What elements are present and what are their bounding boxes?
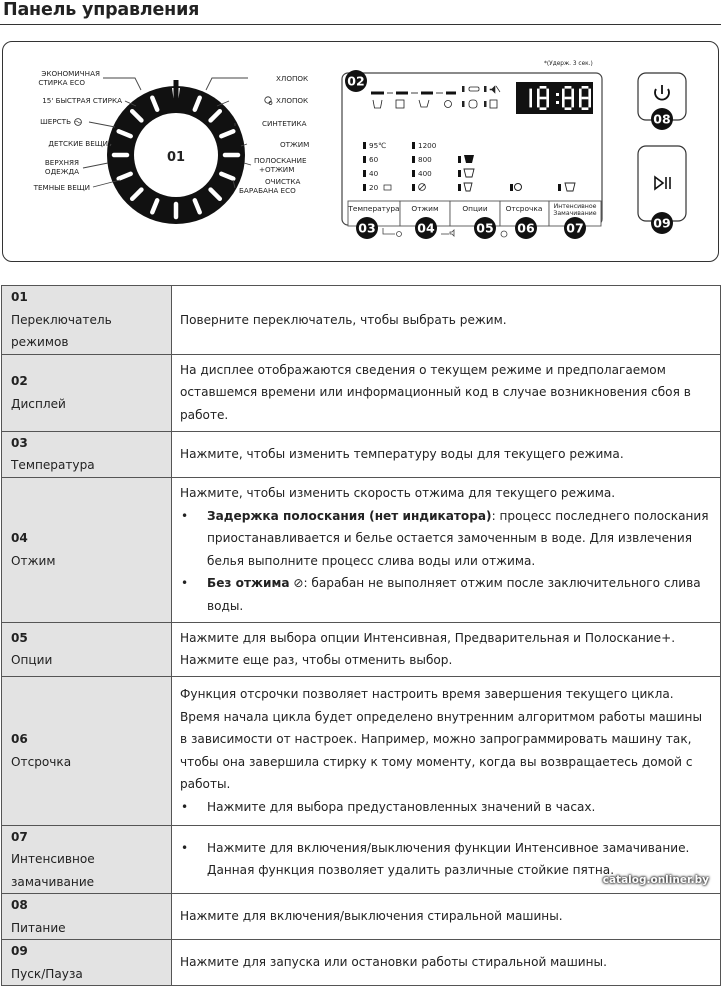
digit-segment — [565, 97, 572, 100]
table-row — [2, 286, 721, 355]
label-outer-1: ВЕРХНЯЯ — [44, 158, 79, 167]
digit-segment — [582, 86, 589, 89]
hold-note: *(Удерж. 3 сек.) — [544, 61, 593, 67]
svg-text:03: 03 — [358, 220, 376, 236]
digit-segment — [529, 89, 532, 98]
label-rinse-2: +ОТЖИМ — [259, 165, 295, 174]
temperature-levels — [363, 141, 391, 192]
row-label: Питание — [11, 920, 66, 935]
label-eco-1: ЭКОНОМИЧНАЯ — [41, 69, 100, 78]
table-row — [2, 622, 721, 676]
label-drum-2: БАРАБАНА ECO — [239, 186, 296, 195]
watermark: catalog.onliner.by — [602, 874, 709, 886]
callout-01-text: 01 — [166, 150, 186, 165]
label-eco-2: СТИРКА ECO — [38, 78, 85, 87]
intensive-soak-label-2: Замачивание — [553, 210, 597, 217]
label-cotton: ХЛОПОК — [276, 74, 309, 83]
digit-segment — [556, 93, 559, 96]
digit-segment — [540, 86, 547, 89]
label-eco-cotton: ХЛОПОК — [276, 96, 309, 105]
control-panel-diagram — [2, 41, 719, 262]
row-label: Температура — [11, 458, 95, 472]
table-row — [2, 431, 721, 477]
digit-segment — [540, 107, 547, 110]
svg-text:400: 400 — [418, 169, 432, 178]
row-description: Поверните переключатель, чтобы выбрать режим. — [172, 286, 721, 355]
start-pause-button[interactable] — [638, 146, 686, 234]
row-description: Функция отсрочки позволяет настроить время завершения текущего цикла. Время начала цикла будет определено внутренним алгоритмом работы машины в зависимости от настроек. Например, можно запрограммировать машину так, чтобы она завершила стирку к тому моменту, когда вы возвращаетесь домой с работы. — [180, 687, 703, 791]
digit-segment — [546, 98, 549, 107]
svg-text:04: 04 — [417, 220, 435, 236]
table-row — [2, 894, 721, 940]
svg-text:20: 20 — [369, 183, 379, 192]
row-label: Отсрочка — [11, 754, 72, 769]
svg-text:05: 05 — [476, 220, 494, 236]
temperature-button-label: Температура — [348, 204, 400, 213]
svg-text:07: 07 — [566, 220, 584, 236]
row-number: 09 — [11, 944, 28, 958]
svg-text:06: 06 — [517, 220, 535, 236]
eco-bubble-icon — [265, 97, 272, 105]
svg-text:95℃: 95℃ — [369, 141, 387, 150]
row-description: Нажмите для запуска или остановки работы стиральной машины. — [172, 940, 721, 986]
bullet-item: • Нажмите для включения/выключения функции Интенсивное замачивание. Данная функция позволяет удалить различные стойкие пятна. — [181, 840, 690, 878]
digit-segment — [579, 98, 582, 107]
digit-segment — [588, 89, 591, 98]
row-description: Нажмите, чтобы изменить скорость отжима для текущего режима. — [180, 486, 616, 500]
digit-segment — [562, 89, 565, 98]
label-spin: ОТЖИМ — [280, 140, 310, 149]
digit-segment — [571, 89, 574, 98]
row-label: Пуск/Пауза — [11, 966, 83, 981]
title-rule — [0, 24, 721, 25]
bullet-item: • Нажмите для выбора предустановленных значений в часах. — [181, 799, 596, 814]
control-panel-drawing — [3, 42, 720, 263]
status-icons — [462, 86, 500, 108]
callout-02 — [345, 70, 367, 92]
row-number: 07 — [11, 829, 28, 844]
power-button[interactable] — [638, 73, 686, 130]
row-label: Переключатель режимов — [11, 312, 112, 349]
svg-text:02: 02 — [347, 73, 365, 89]
row-number: 08 — [11, 898, 28, 912]
digit-segment — [540, 97, 547, 100]
svg-text:08: 08 — [653, 111, 671, 127]
row-description: Нажмите для включения/выключения стиральной машины. — [172, 894, 721, 940]
table-row — [2, 676, 721, 825]
row-number: 05 — [11, 630, 28, 645]
digit-segment — [537, 98, 540, 107]
no-spin-icon: ⊘ — [289, 576, 304, 590]
row-number: 01 — [11, 290, 28, 304]
row-number: 03 — [11, 435, 28, 450]
row-label: Отжим — [11, 553, 56, 568]
digit-segment — [582, 97, 589, 100]
cycle-progress-indicator — [371, 93, 456, 108]
digit-segment — [579, 89, 582, 98]
bullet-item: • Задержка полоскания (нет индикатора): процесс последнего полоскания приостанавливается и белье остается замоченным в воде. Для извлечения белья выполните процесс слива воды или отжима. — [181, 508, 709, 568]
no-spin-term: Без отжима — [207, 576, 290, 590]
option-indicators — [458, 155, 575, 191]
label-drum-1: ОЧИСТКА — [265, 177, 301, 186]
mode-dial[interactable] — [107, 80, 245, 224]
page-title: Панель управления — [3, 0, 200, 20]
svg-text:60: 60 — [369, 155, 379, 164]
row-description: Нажмите, чтобы изменить температуру воды для текущего режима. — [172, 431, 721, 477]
label-synthetic: СИНТЕТИКА — [262, 119, 307, 128]
spin-levels — [412, 141, 437, 191]
digit-segment — [565, 86, 572, 89]
label-baby: ДЕТСКИЕ ВЕЩИ — [48, 139, 108, 148]
intensive-soak-label-1: Интенсивное — [553, 203, 597, 210]
row-number: 02 — [11, 374, 28, 388]
digit-segment — [588, 98, 591, 107]
digit-segment — [565, 107, 572, 110]
table-row — [2, 940, 721, 986]
button-row — [347, 201, 601, 226]
row-label: Дисплей — [11, 396, 66, 411]
wool-icon — [75, 119, 82, 126]
row-label: Опции — [11, 653, 53, 667]
bullet-item: • Без отжима ⊘: барабан не выполняет отжим после заключительного слива воды. — [181, 576, 701, 613]
digit-segment — [537, 89, 540, 98]
delay-button-label: Отсрочка — [505, 204, 543, 213]
row-number: 06 — [11, 732, 28, 746]
options-button-label: Опции — [462, 204, 488, 213]
label-rinse-1: ПОЛОСКАНИЕ — [254, 156, 307, 165]
label-dark: ТЕМНЫЕ ВЕЩИ — [33, 183, 90, 192]
svg-text:800: 800 — [418, 155, 432, 164]
row-number: 04 — [11, 531, 28, 545]
digit-segment — [582, 107, 589, 110]
table-row — [2, 354, 721, 431]
digit-segment — [562, 98, 565, 107]
digit-segment — [546, 89, 549, 98]
row-description: На дисплее отображаются сведения о текущем режиме и предполагаемом оставшемся времени или информационный код в случае возникновения сбоя в работе. — [172, 354, 721, 431]
table-row — [2, 477, 721, 622]
row-description: Нажмите для выбора опции Интенсивная, Предварительная и Полоскание+. Нажмите еще раз, чтобы отменить выбор. — [172, 622, 721, 676]
svg-text:09: 09 — [653, 215, 671, 231]
digit-segment — [529, 98, 532, 107]
svg-text:1200: 1200 — [418, 141, 437, 150]
spin-button-label: Отжим — [411, 204, 439, 213]
label-wool: ШЕРСТЬ — [40, 117, 71, 126]
rinse-hold-term: Задержка полоскания (нет индикатора) — [207, 508, 492, 523]
row-label: Интенсивное замачивание — [11, 852, 95, 889]
digit-segment — [571, 98, 574, 107]
digit-segment — [556, 101, 559, 104]
label-quick15: 15' БЫСТРАЯ СТИРКА — [42, 96, 122, 105]
label-outer-2: ОДЕЖДА — [44, 167, 79, 176]
svg-text:40: 40 — [369, 169, 379, 178]
